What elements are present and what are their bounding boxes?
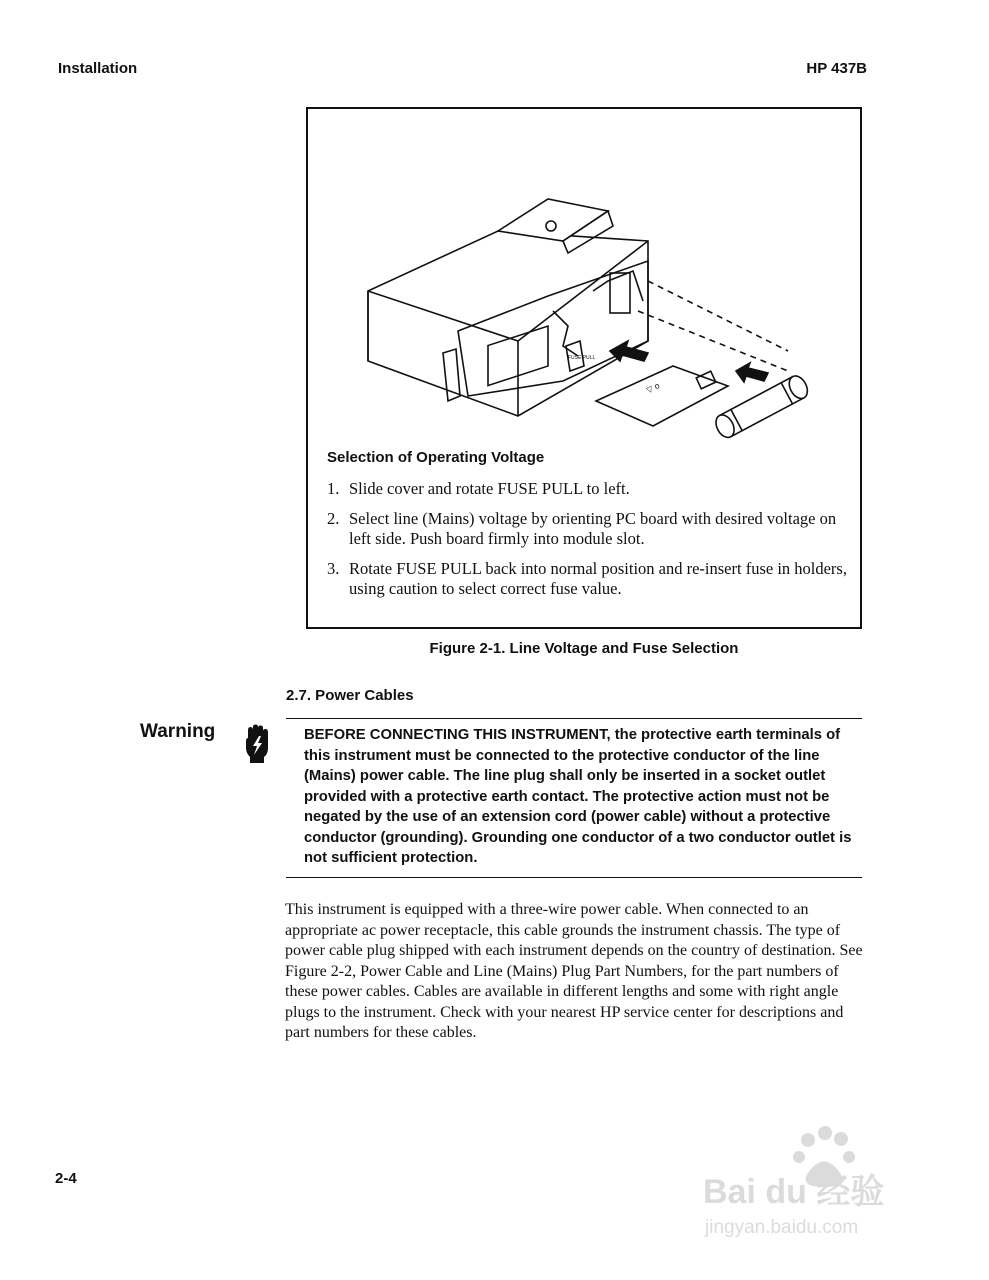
baidu-jingyan-watermark	[703, 1125, 933, 1240]
figure-caption: Figure 2-1. Line Voltage and Fuse Selection	[429, 640, 739, 657]
page-number: 2-4	[55, 1170, 77, 1187]
step-text: Rotate FUSE PULL back into normal position and re-insert fuse in holders, using caution to select correct fuse value.	[349, 559, 847, 598]
hand-shock-icon	[244, 724, 270, 764]
warning-bottom-rule	[286, 877, 862, 878]
step-number: 2.	[327, 509, 340, 528]
procedure-steps	[327, 479, 847, 609]
svg-text:▽ o: ▽ o	[645, 380, 662, 395]
warning-text: BEFORE CONNECTING THIS INSTRUMENT, the protective earth terminals of this instrument must be connected to the protective conductor of the line (Mains) power cable. The line plug shall only be inserted in a socket outlet provided with a protective earth contact. The protective action must not be negated by the use of an extension cord (power cable) without a protective conductor (grounding). Grounding one conductor of a two conductor outlet is not sufficient protection.	[304, 727, 852, 866]
fuse-pull-label: FUSE PULL	[568, 355, 596, 361]
list-item	[327, 509, 847, 549]
step-text: Select line (Mains) voltage by orienting PC board with desired voltage on left side. Push board firmly into module slot.	[349, 509, 837, 548]
running-header-section: Installation	[58, 60, 138, 77]
step-number: 1.	[327, 479, 340, 498]
warning-top-rule	[286, 718, 862, 719]
list-item	[327, 479, 847, 499]
power-module-illustration	[348, 181, 828, 451]
section-heading: 2.7. Power Cables	[286, 687, 414, 704]
step-text: Slide cover and rotate FUSE PULL to left.	[349, 479, 630, 498]
running-header-model: HP 437B	[806, 60, 867, 77]
figure-box	[306, 107, 862, 629]
list-item	[327, 559, 847, 599]
step-number: 3.	[327, 559, 340, 578]
watermark-brand: Bai du 经验	[703, 1173, 885, 1211]
figure-inset-title: Selection of Operating Voltage	[327, 449, 545, 466]
watermark-url: jingyan.baidu.com	[705, 1217, 859, 1238]
body-paragraph: This instrument is equipped with a three-wire power cable. When connected to an appropriate ac power receptacle, this cable grounds the instrument chassis. The type of power cable plug shipped with each instrument depends on the country of destination. See Figure 2-2, Power Cable and Line (Mains) Plug Part Numbers, for the part numbers of these power cables. Cables are available in different lengths and some with right angle plugs to the instrument. Check with your nearest HP service center for descriptions and part numbers for these cables.	[285, 901, 863, 1041]
warning-label: Warning	[140, 721, 216, 742]
